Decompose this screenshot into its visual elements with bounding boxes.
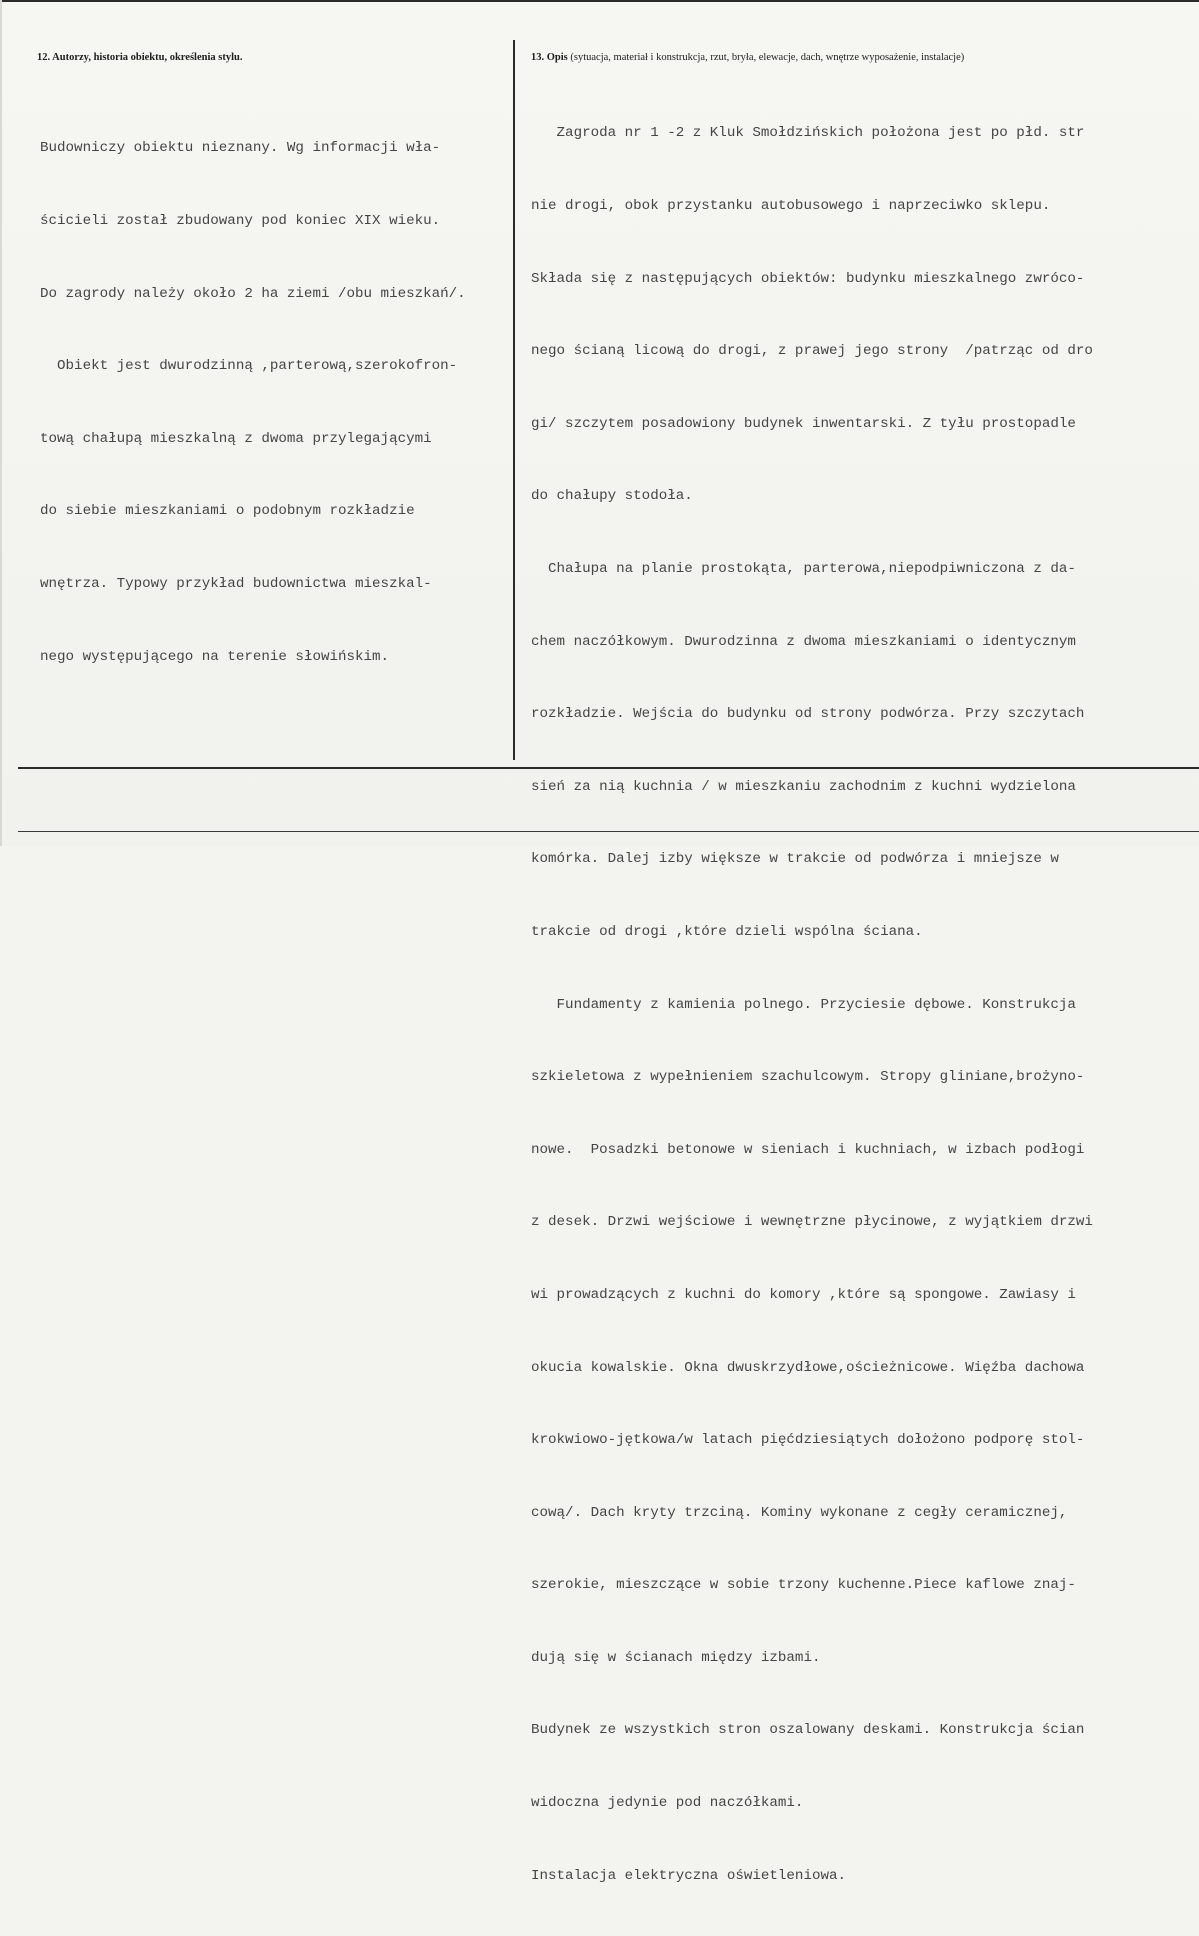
section-13-title: Opis: [546, 52, 568, 63]
left-border: [0, 0, 2, 846]
section-12-header: [37, 52, 242, 63]
text-line: do siebie mieszkaniami o podobnym rozkładzie: [40, 503, 415, 520]
section-12-text: [40, 88, 466, 717]
text-line: widoczna jedynie pod naczółkami.: [531, 1795, 804, 1812]
text-line: Obiekt jest dwurodzinną ,parterową,szerokofron-: [40, 358, 458, 375]
section-12-title: Autorzy, historia obiektu, określenia stylu.: [52, 52, 243, 63]
text-line: tową chałupą mieszkalną z dwoma przylegającymi: [40, 430, 432, 447]
text-line: rozkładzie. Wejścia do budynku od strony podwórza. Przy szczytach: [531, 706, 1085, 723]
section-13-text: [531, 73, 1093, 1936]
text-line: cową/. Dach kryty trzciną. Kominy wykonane z cegły ceramicznej,: [531, 1504, 1068, 1521]
column-divider: [513, 40, 515, 760]
top-border: [0, 0, 1199, 2]
text-line: chem naczółkowym. Dwurodzinna z dwoma mieszkaniami o identycznym: [531, 633, 1076, 650]
text-line: szkieletowa z wypełnieniem szachulcowym. Stropy gliniane,brożyno-: [531, 1069, 1085, 1086]
text-line: sień za nią kuchnia / w mieszkaniu zachodnim z kuchni wydzielona: [531, 778, 1076, 795]
text-line: Zagroda nr 1 -2 z Kluk Smołdzińskich położona jest po płd. str: [531, 125, 1085, 142]
text-line: nowe. Posadzki betonowe w sieniach i kuchniach, w izbach podłogi: [531, 1141, 1085, 1158]
text-line: nego występującego na terenie słowińskim.: [40, 648, 390, 665]
text-line: komórka. Dalej izby większe w trakcie od podwórza i mniejsze w: [531, 851, 1059, 868]
section-12-number: 12.: [37, 52, 51, 63]
text-line: Instalacja elektryczna oświetleniowa.: [531, 1867, 847, 1884]
text-line: okucia kowalskie. Okna dwuskrzydłowe,ościeżnicowe. Więźba dachowa: [531, 1359, 1085, 1376]
text-line: nego ścianą licową do drogi, z prawej jego strony /patrząc od dro: [531, 343, 1093, 360]
text-line: Budynek ze wszystkich stron oszalowany deskami. Konstrukcja ścian: [531, 1722, 1085, 1739]
text-line: z desek. Drzwi wejściowe i wewnętrzne płycinowe, z wyjątkiem drzwi: [531, 1214, 1093, 1231]
text-line: wnętrza. Typowy przykład budownictwa mieszkal-: [40, 575, 432, 592]
text-line: Chałupa na planie prostokąta, parterowa,niepodpiwniczona z da-: [531, 560, 1076, 577]
text-line: gi/ szczytem posadowiony budynek inwentarski. Z tyłu prostopadle: [531, 415, 1076, 432]
text-line: Budowniczy obiektu nieznany. Wg informacji wła-: [40, 140, 441, 157]
text-line: krokwiowo-jętkowa/w latach pięćdziesiątych dołożono podporę stol-: [531, 1432, 1085, 1449]
section-13-number: 13.: [531, 52, 545, 63]
text-line: szerokie, mieszczące w sobie trzony kuchenne.Piece kaflowe znaj-: [531, 1577, 1076, 1594]
text-line: ścicieli został zbudowany pod koniec XIX wieku.: [40, 213, 441, 229]
text-line: trakcie od drogi ,które dzieli wspólna ściana.: [531, 923, 923, 940]
text-line: wi prowadzących z kuchni do komory ,które są spongowe. Zawiasy i: [531, 1286, 1076, 1303]
text-line: Składa się z następujących obiektów: budynku mieszkalnego zwróco-: [531, 270, 1085, 287]
text-line: dują się w ścianach między izbami.: [531, 1649, 821, 1666]
text-line: Do zagrody należy około 2 ha ziemi /obu mieszkań/.: [40, 285, 466, 302]
text-line: Fundamenty z kamienia polnego. Przyciesie dębowe. Konstrukcja: [531, 996, 1076, 1013]
section-13-subtitle: (sytuacja, materiał i konstrukcja, rzut, bryła, elewacje, dach, wnętrze wyposażenie, instalacje): [570, 52, 965, 63]
text-line: do chałupy stodoła.: [531, 488, 693, 505]
section-13-header: [531, 52, 964, 63]
text-line: nie drogi, obok przystanku autobusowego i naprzeciwko sklepu.: [531, 198, 1051, 214]
